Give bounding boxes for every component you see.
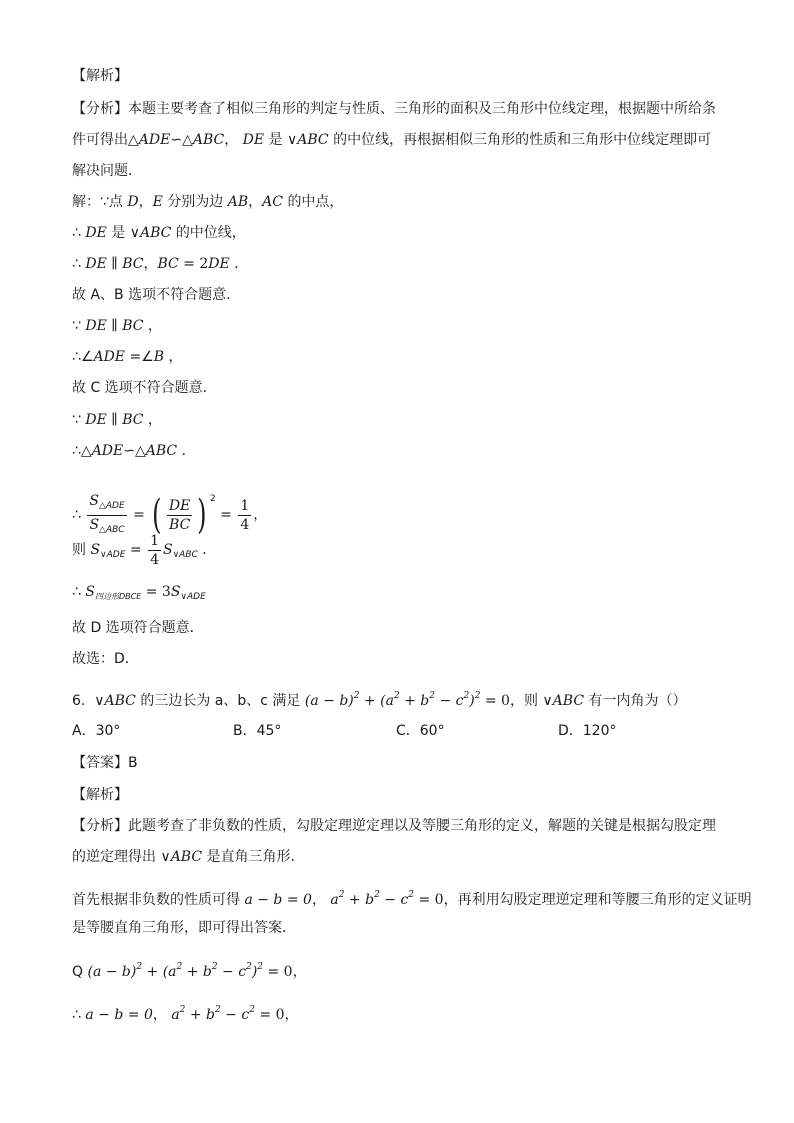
subscript: △ABC	[99, 524, 125, 535]
therefore-symbol: ∴	[72, 584, 81, 600]
denominator: BC	[169, 516, 191, 533]
math: AB	[227, 194, 249, 210]
text: 分别为边	[167, 194, 224, 210]
math: $a^2 + b^2 - c^2 = 0$	[171, 1005, 285, 1023]
question-6	[72, 683, 687, 709]
text: ，	[248, 194, 263, 210]
therefore-symbol: ∴	[72, 1007, 81, 1023]
text: ，	[138, 194, 153, 210]
math: ∨ABC	[287, 132, 329, 148]
text: ∴△	[72, 443, 92, 459]
numerator: DE	[168, 497, 191, 514]
therefore-symbol: ∴	[72, 507, 81, 523]
text: ，	[168, 349, 183, 365]
text: 故 D 选项符合题意．	[72, 620, 204, 636]
analysis2-line-4	[72, 918, 296, 938]
text: 故 A、B 选项不符合题意．	[72, 287, 241, 303]
subscript: ∨ADE	[180, 592, 206, 602]
math: E	[152, 194, 163, 210]
quadrilateral-area-line	[72, 582, 206, 607]
text: 解：∵点	[72, 194, 123, 210]
math: BC	[157, 256, 179, 272]
analysis2-line-3	[72, 883, 752, 907]
quarter-fraction	[238, 497, 251, 534]
numerator: 1	[150, 532, 159, 549]
text: ∴	[72, 225, 81, 241]
math: S	[90, 542, 101, 558]
math: DE	[85, 256, 107, 272]
side-ratio-fraction	[167, 497, 192, 534]
text: ，再利用勾股定理逆定理和等腰三角形的定义证明	[443, 892, 752, 908]
text: 是	[111, 225, 126, 241]
subscript: ∨ADE	[100, 550, 126, 560]
math: ∨ABC	[160, 849, 203, 865]
math: BC	[122, 318, 144, 334]
text: ，	[253, 507, 268, 523]
option-b: B．45°	[233, 723, 282, 739]
choice-line	[72, 649, 139, 669]
analysis-line-2	[72, 130, 711, 150]
solution-line-7	[72, 378, 217, 398]
text: ，	[147, 318, 162, 334]
text: ，	[147, 412, 162, 428]
math: ∥	[111, 412, 118, 428]
subscript: 四边形DBCE	[94, 592, 142, 601]
math: ∨ABC	[542, 693, 585, 709]
math: ABC	[145, 443, 178, 459]
math: DE	[85, 225, 107, 241]
text: 故选：D．	[72, 651, 139, 667]
math: a − b = 0	[85, 1007, 153, 1023]
text: ∽△	[123, 443, 146, 459]
text: 是	[268, 132, 283, 148]
text: 【分析】本题主要考查了相似三角形的判定与性质、三角形的面积及三角形中位线定理，根据题中所给条	[72, 101, 716, 117]
math: D	[127, 194, 139, 210]
question-number: 6.	[72, 693, 86, 709]
question-equation: $(a - b)^2 + (a^2 + b^2 - c^2)^2 = 0$	[304, 691, 510, 709]
text: =∠	[129, 349, 154, 365]
quarter-fraction	[148, 532, 161, 569]
analysis2-line-2	[72, 847, 305, 867]
math: ∨ABC	[94, 693, 136, 709]
math: DE	[242, 132, 265, 148]
math: S	[85, 584, 95, 600]
math: DE	[85, 318, 107, 334]
text: ，	[143, 256, 158, 272]
area-relation-formula	[72, 530, 216, 570]
left-paren: (	[152, 492, 162, 538]
math: ∥	[111, 256, 118, 272]
text: ，	[284, 1007, 299, 1023]
math: AC	[262, 194, 283, 210]
subscript: △ADE	[98, 500, 125, 511]
math: S	[89, 516, 100, 533]
denominator: 4	[240, 516, 250, 533]
equation-line-2	[72, 998, 299, 1022]
text: ，	[152, 1007, 167, 1023]
analysis-heading	[72, 66, 128, 86]
text: 的三边长为 a、b、c 满足	[140, 693, 301, 709]
text: 故 C 选项不符合题意．	[72, 380, 217, 396]
subscript: ∨ABC	[172, 550, 198, 560]
solution-line-8	[72, 410, 162, 430]
heading-text: 【解析】	[72, 68, 128, 84]
math: ABC	[192, 132, 225, 148]
text: ，则	[509, 693, 538, 709]
text: 是直角三角形．	[206, 849, 305, 865]
option-d: D．120°	[558, 723, 617, 739]
text: ．	[234, 256, 249, 272]
denominator: 4	[150, 551, 159, 568]
math: S	[170, 584, 181, 600]
equals: = 3	[145, 584, 171, 600]
solution-line-6	[72, 347, 183, 367]
equals: =	[129, 542, 142, 558]
text: ∴	[72, 256, 81, 272]
analysis-line-1	[72, 99, 716, 119]
text: ，	[224, 132, 239, 148]
solution-line-9	[72, 441, 196, 461]
analysis-heading-2	[72, 785, 128, 805]
text: ∵	[72, 412, 81, 428]
math: S	[162, 542, 173, 558]
text: ∵	[72, 318, 81, 334]
math: DE	[208, 256, 230, 272]
text: ，	[292, 964, 307, 980]
text: 的逆定理得出	[72, 849, 156, 865]
text: 有一内角为（）	[588, 693, 687, 709]
math: ADE	[93, 349, 126, 365]
exponent: 2	[209, 494, 216, 504]
answer-line	[72, 753, 138, 773]
text: ．	[181, 443, 196, 459]
math: B	[153, 349, 165, 365]
text: 【答案】B	[72, 755, 138, 771]
text: 则	[72, 542, 86, 558]
math: S	[89, 492, 99, 509]
math: ADE	[138, 132, 171, 148]
equation-line-1	[72, 955, 307, 979]
solution-line-4	[72, 285, 240, 305]
equals: =	[220, 507, 232, 523]
text: 【分析】此题考查了非负数的性质，勾股定理逆定理以及等腰三角形的定义，解题的关键是根据勾股定理	[72, 818, 716, 834]
option-c: C．60°	[396, 723, 445, 739]
text: ∴∠	[72, 349, 94, 365]
solution-line-3	[72, 254, 248, 274]
text: ．	[202, 542, 217, 558]
analysis-line-3	[72, 161, 142, 181]
text: 首先根据非负数的性质可得	[72, 892, 240, 908]
solution-line-1	[72, 192, 343, 212]
equals: =	[133, 507, 145, 523]
text: 是等腰直角三角形，即可得出答案．	[72, 920, 296, 936]
text: 解决问题．	[72, 163, 142, 179]
math: a − b = 0	[244, 892, 312, 908]
text: 的中位线，	[175, 225, 246, 241]
solution-line-d	[72, 618, 204, 638]
math: ∥	[111, 318, 118, 334]
because-symbol: Q	[72, 964, 84, 980]
math: $a^2 + b^2 - c^2 = 0$	[330, 890, 444, 908]
text: 件可得出△	[72, 132, 139, 148]
area-ratio-formula	[72, 474, 268, 538]
text: ，	[311, 892, 326, 908]
option-a: A．30°	[72, 723, 121, 739]
math: $(a - b)^2 + (a^2 + b^2 - c^2)^2 = 0$	[87, 962, 293, 980]
analysis2-line-1	[72, 816, 716, 836]
math: DE	[85, 412, 107, 428]
solution-line-2	[72, 223, 246, 243]
right-paren: )	[197, 492, 207, 538]
text: 的中点，	[287, 194, 344, 210]
math: BC	[122, 256, 144, 272]
math: ADE	[91, 443, 124, 459]
numerator: 1	[240, 497, 250, 514]
math: BC	[122, 412, 144, 428]
text: ∽△	[170, 132, 193, 148]
text: 【解析】	[72, 787, 128, 803]
math: ∨ABC	[129, 225, 172, 241]
text: 的中位线，再根据相似三角形的性质和三角形中位线定理即可	[333, 132, 712, 148]
math: = 2	[183, 256, 209, 272]
solution-line-5	[72, 316, 162, 336]
